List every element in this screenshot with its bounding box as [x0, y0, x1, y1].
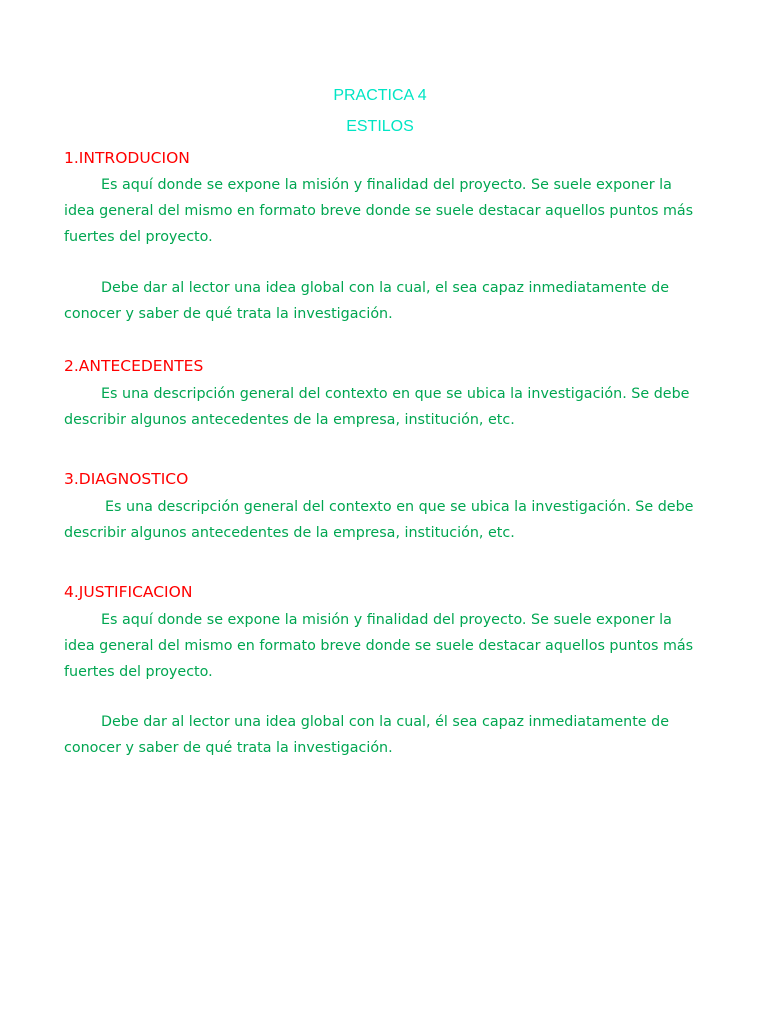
- section-paragraph: Es aquí donde se expone la misión y finalidad del proyecto. Se suele exponer la idea general del mismo en formato breve donde se suele destacar aquellos puntos más fuertes del proyecto.: [64, 612, 694, 680]
- section-heading-introduccion: 1.INTRODUCION: [64, 149, 190, 167]
- section-heading-diagnostico: 3.DIAGNOSTICO: [64, 470, 189, 488]
- document-subtitle: ESTILOS: [346, 118, 414, 135]
- section-paragraph: Debe dar al lector una idea global con la cual, él sea capaz inmediatamente de conocer y saber de qué trata la investigación.: [64, 714, 670, 756]
- section-paragraph: Es una descripción general del contexto en que se ubica la investigación. Se debe describir algunos antecedentes de la empresa, institución, etc.: [64, 499, 694, 541]
- document-title: PRACTICA 4: [333, 87, 427, 104]
- section-paragraph: Es una descripción general del contexto en que se ubica la investigación. Se debe describir algunos antecedentes de la empresa, institución, etc.: [64, 386, 690, 428]
- section-paragraph: Debe dar al lector una idea global con la cual, el sea capaz inmediatamente de conocer y saber de qué trata la investigación.: [64, 280, 670, 322]
- section-heading-justificacion: 4.JUSTIFICACION: [64, 583, 193, 601]
- section-paragraph: Es aquí donde se expone la misión y finalidad del proyecto. Se suele exponer la idea general del mismo en formato breve donde se suele destacar aquellos puntos más fuertes del proyecto.: [64, 177, 694, 245]
- section-heading-antecedentes: 2.ANTECEDENTES: [64, 357, 204, 375]
